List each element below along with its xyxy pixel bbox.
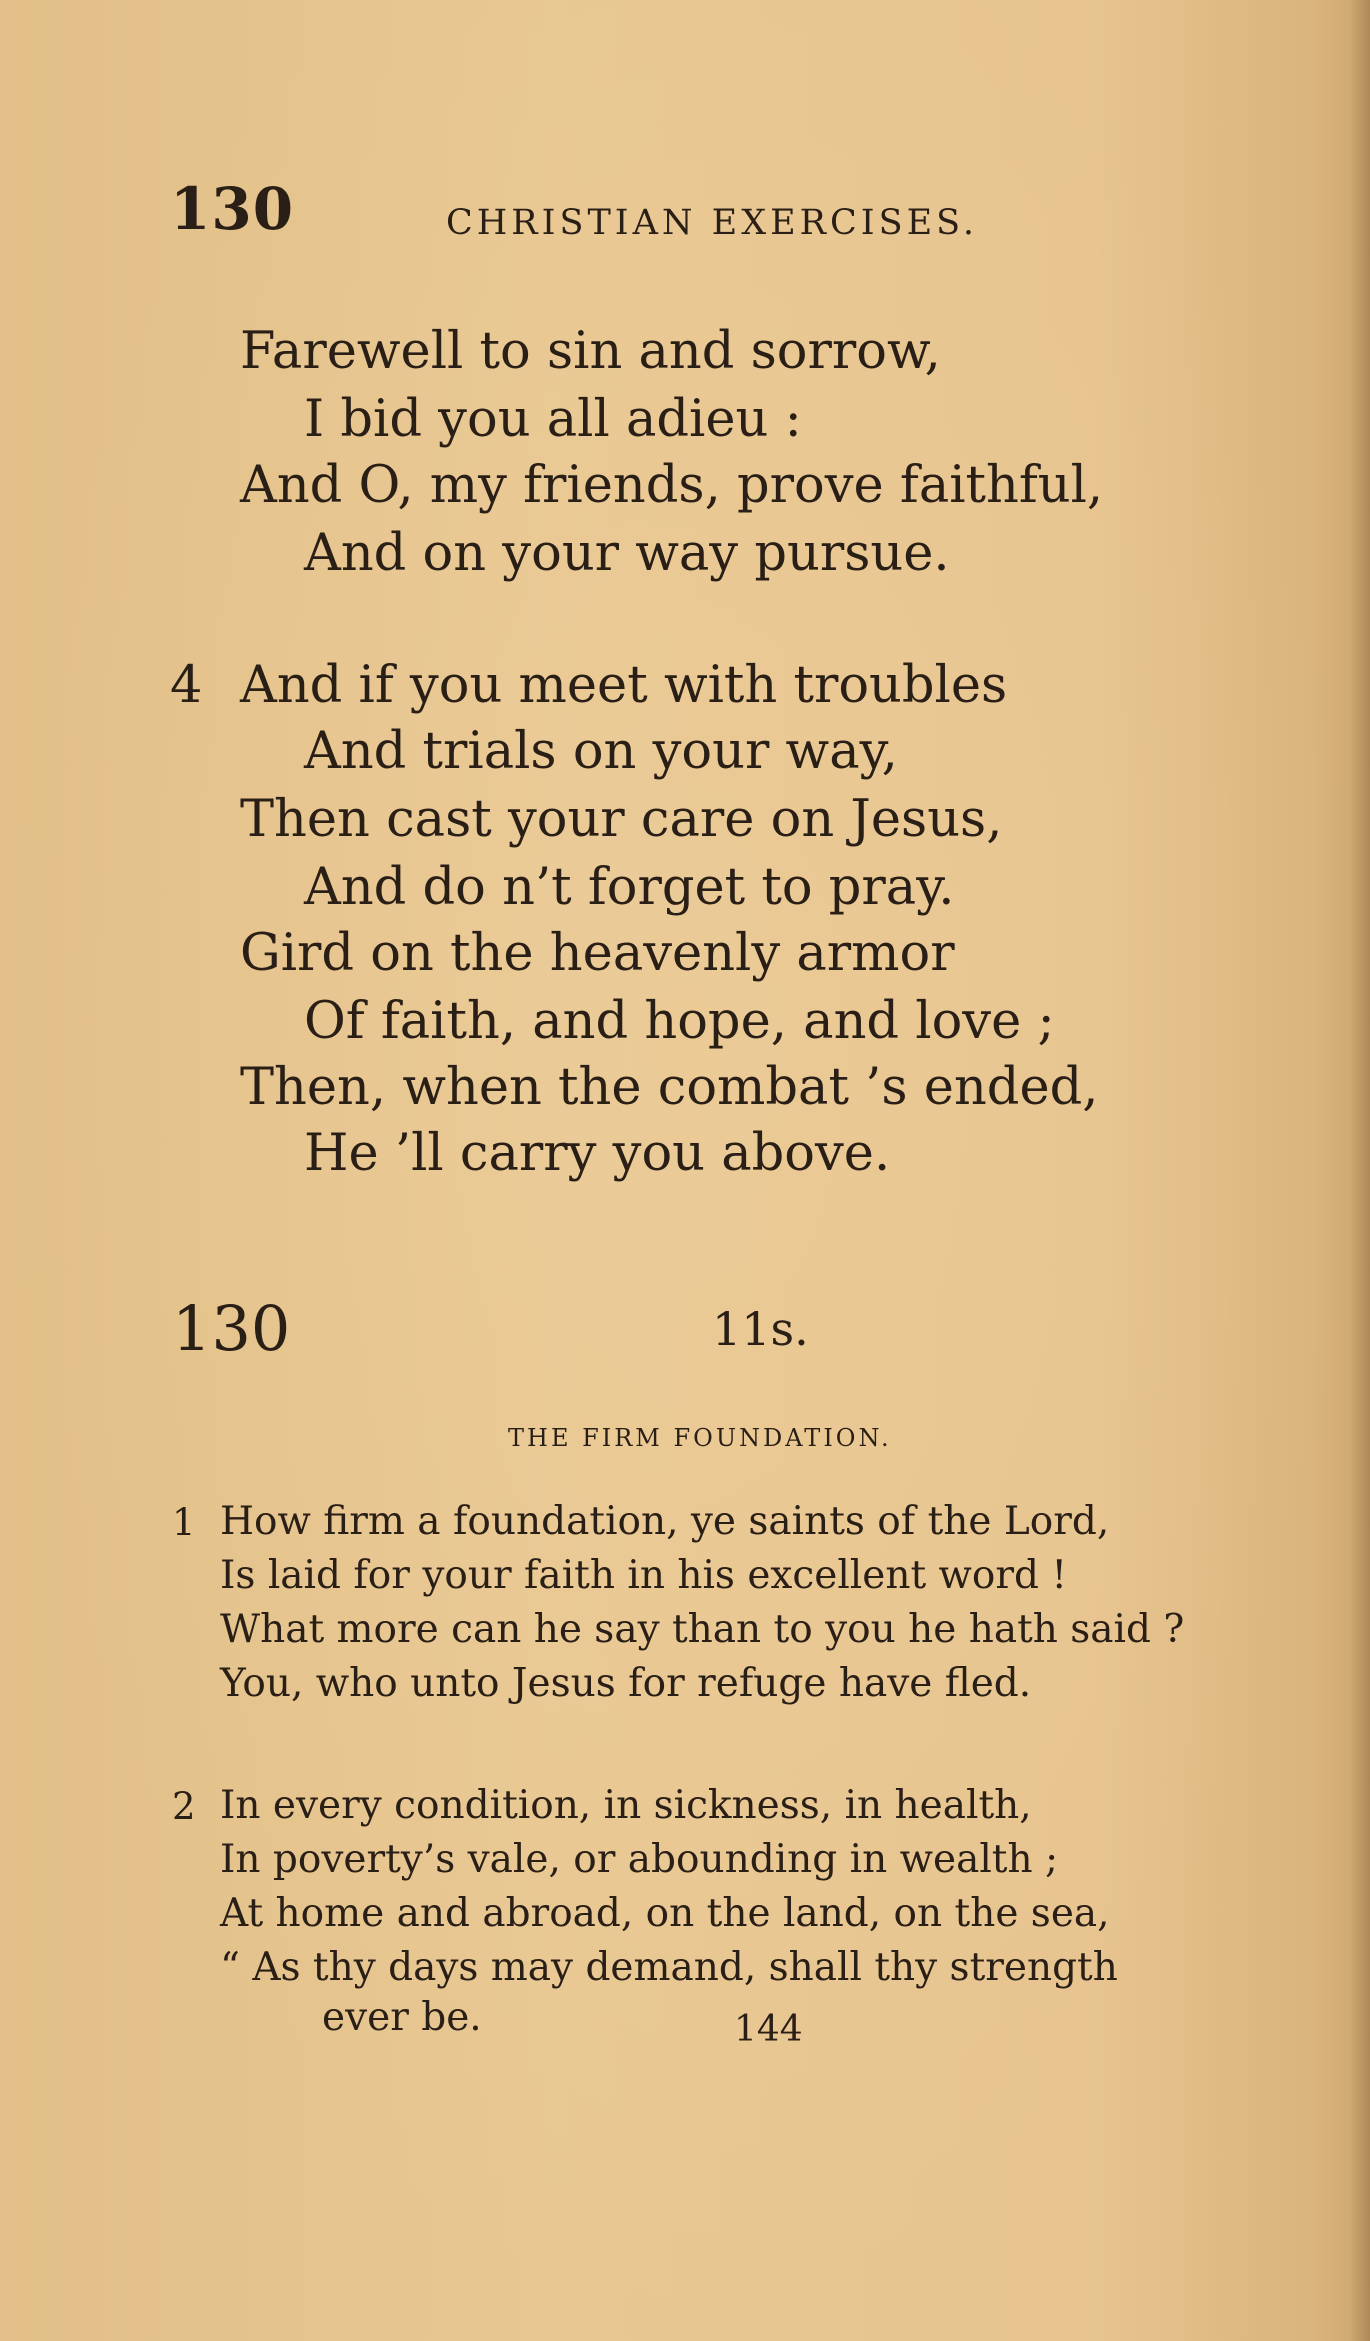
stanza-line: And if you meet with troubles	[240, 656, 1008, 715]
running-title: CHRISTIAN EXERCISES.	[446, 203, 979, 243]
stanza-line: Farewell to sin and sorrow,	[240, 322, 941, 381]
stanza-line: Then cast your care on Jesus,	[240, 790, 1003, 849]
stanza-line: I bid you all adieu :	[304, 390, 802, 449]
page-edge-shadow	[1350, 0, 1370, 2341]
verse-line: How firm a foundation, ye saints of the Lord,	[220, 1499, 1110, 1544]
hymn-title: THE FIRM FOUNDATION.	[508, 1424, 892, 1452]
stanza-line: Then, when the combat ’s ended,	[240, 1058, 1099, 1117]
hymn-number: 130	[172, 1292, 291, 1365]
verse-line: What more can he say than to you he hath said ?	[220, 1607, 1185, 1652]
page-number: 130	[170, 175, 295, 243]
hymn-meter: 11s.	[712, 1302, 809, 1356]
stanza-line: And on your way pursue.	[304, 524, 950, 583]
verse-line: You, who unto Jesus for refuge have fled.	[220, 1661, 1032, 1706]
verse-line: In every condition, in sickness, in health,	[220, 1783, 1032, 1828]
stanza-line: And do n’t forget to pray.	[304, 858, 955, 917]
verse-line: “ As thy days may demand, shall thy strength	[220, 1945, 1118, 1990]
stanza-line: And O, my friends, prove faithful,	[240, 456, 1104, 515]
verse-number: 2	[172, 1785, 196, 1828]
signature-number: 144	[734, 2009, 803, 2050]
stanza-line: He ’ll carry you above.	[304, 1124, 891, 1183]
verse-number: 1	[172, 1501, 196, 1544]
stanza-number: 4	[170, 656, 203, 715]
stanza-line: Of faith, and hope, and love ;	[304, 992, 1055, 1051]
stanza-line: Gird on the heavenly armor	[240, 924, 955, 983]
verse-line: ever be.	[322, 1995, 482, 2040]
stanza-line: And trials on your way,	[304, 722, 898, 781]
verse-line: In poverty’s vale, or abounding in wealth ;	[220, 1837, 1059, 1882]
verse-line: At home and abroad, on the land, on the sea,	[220, 1891, 1110, 1936]
verse-line: Is laid for your faith in his excellent word !	[220, 1553, 1068, 1598]
